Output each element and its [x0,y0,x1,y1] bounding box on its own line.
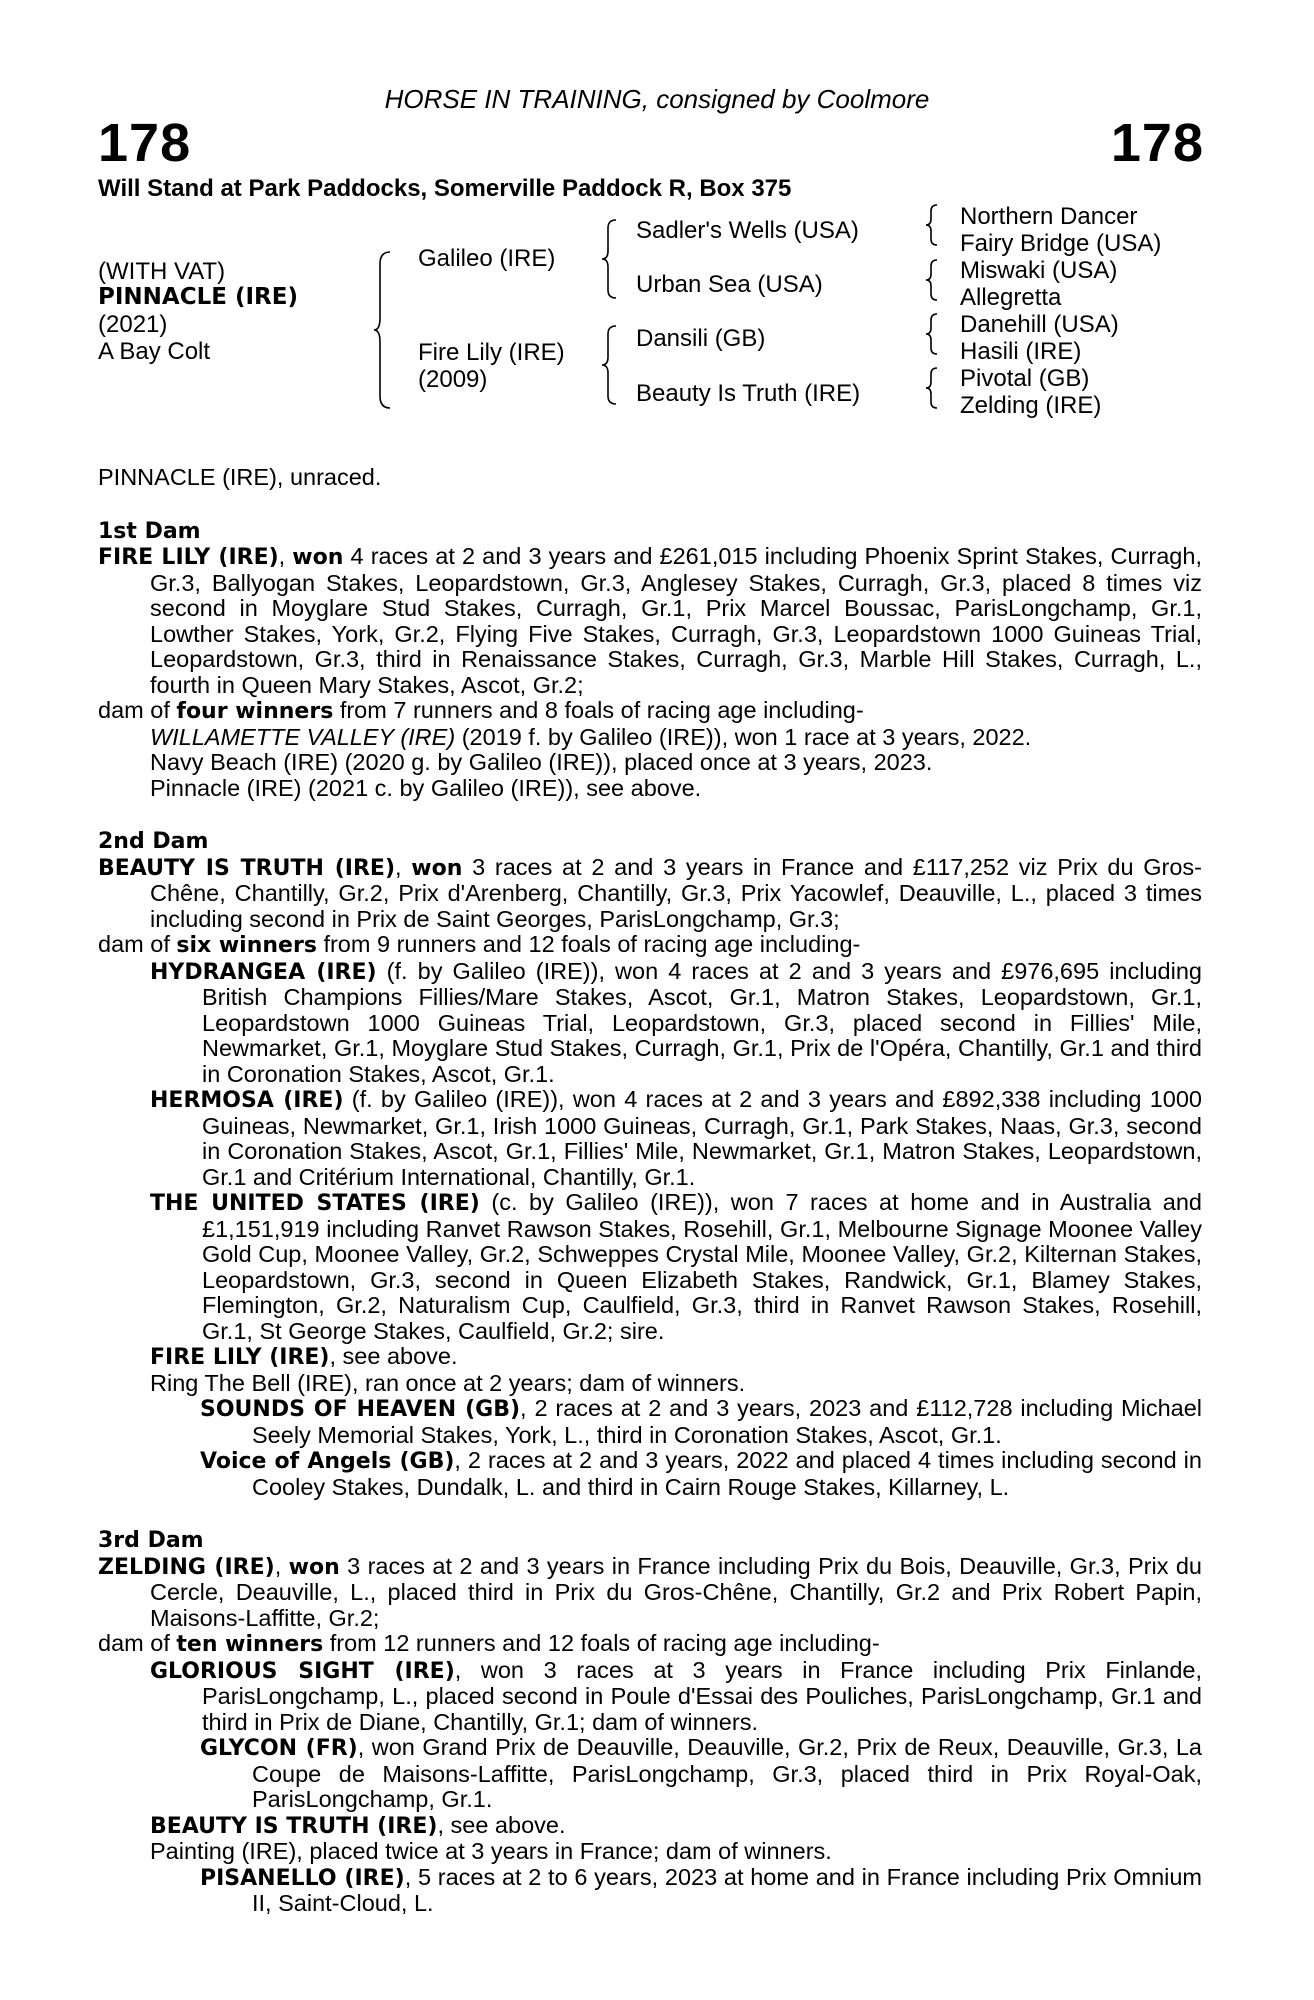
produce-name: GLORIOUS SIGHT (IRE) [150,1658,455,1684]
produce-name: HYDRANGEA (IRE) [150,959,377,985]
produce-name: FIRE LILY (IRE) [150,1345,330,1370]
produce-item [98,1087,1202,1190]
great-granddam-4: Zelding (IRE) [960,392,1102,419]
vat-label: (WITH VAT) [98,258,226,285]
horse-name: PINNACLE (IRE) [98,284,298,310]
dam-name: Fire Lily (IRE) [418,339,565,366]
produce-item [98,959,1202,1088]
winners-count: six winners [176,933,317,958]
great-granddam-2: Allegretta [960,284,1062,311]
produce-item [98,725,1202,751]
produce-text: , 2 races at 2 and 3 years, 2023 and £112,728 including Michael Seely Memorial Stakes, York, L., third in Coronation Stakes, Ascot, Gr.1. [252,1395,1202,1448]
produce-item: Pinnacle (IRE) (2021 c. by Galileo (IRE)), see above. [150,774,702,801]
grand-produce-item [98,1735,1202,1813]
pedigree-brace-main [372,250,396,410]
catalogue-header: HORSE IN TRAINING, consigned by Coolmore [384,84,930,114]
brace-g2 [924,258,940,302]
produce-name: BEAUTY IS TRUTH (IRE) [150,1813,438,1839]
third-dam-text: 3 races at 2 and 3 years in France including Prix du Bois, Deauville, Gr.3, Prix du Cercle, Deauville, L., placed third in Prix du Gros-Chêne, Chantilly, Gr.2 and Prix Robert Papin, Maisons-Laffitte, Gr.2; [150,1552,1203,1631]
produce-text: , 2 races at 2 and 3 years, 2022 and placed 4 times including second in Cooley Stakes, Dundalk, L. and third in Cairn Rouge Stakes, Killarney, L. [252,1447,1202,1500]
produce-name: Voice of Angels (GB) [200,1449,455,1474]
brace-g1 [924,203,940,247]
produce-item [98,1813,1202,1840]
winners-count: ten winners [176,1632,324,1657]
dam-sire: Dansili (GB) [636,325,766,352]
first-dam-name: FIRE LILY (IRE) [98,545,279,570]
produce-text: , won 3 races at 3 years in France including Prix Finlande, ParisLongchamp, L., placed second in Poule d'Essai des Pouliches, ParisLongchamp, Gr.1 and third in Prix de Diane, Chantilly, Gr.1; dam of winners. [202,1656,1202,1735]
horse-year: (2021) [98,311,168,338]
produce-item: Ring The Bell (IRE), ran once at 2 years; dam of winners. [150,1369,746,1396]
dam-year: (2009) [418,366,488,393]
third-dam-record: ZELDING (IRE), won 3 races at 2 and 3 years in France including Prix du Bois, Deauville, Gr.3, Prix du Cercle, Deauville, L., placed third in Prix du Gros-Chêne, Chantilly, Gr.2 and Prix Robert Papin, Maisons-Laffitte, Gr.2; [98,1552,1203,1631]
first-dam-record: FIRE LILY (IRE), won 4 races at 2 and 3 years and £261,015 including Phoenix Sprint Stakes, Curragh, Gr.3, Ballyogan Stakes, Leopardstown, Gr.3, Anglesey Stakes, Curragh, Gr.3, placed 8 times viz second in Moyglare Stud Stakes, Curragh, Gr.1, Prix Marcel Boussac, ParisLongchamp, Gr.1, Lowther Stakes, York, Gr.2, Flying Five Stakes, Curragh, Gr.3, Leopardstown 1000 Guineas Trial, Leopardstown, Gr.3, third in Renaissance Stakes, Curragh, Gr.3, Marble Hill Stakes, Curragh, L., fourth in Queen Mary Stakes, Ascot, Gr.2; [98,543,1202,698]
third-dam-heading: 3rd Dam [98,1528,204,1553]
produce-name: SOUNDS OF HEAVEN (GB) [200,1397,521,1422]
third-dam-name: ZELDING (IRE) [98,1554,275,1580]
sire-name: Galileo (IRE) [418,245,556,272]
great-granddam-3: Hasili (IRE) [960,338,1082,365]
second-dam-produce-summary [98,932,1202,959]
produce-item: Navy Beach (IRE) (2020 g. by Galileo (IRE)), placed once at 3 years, 2023. [150,749,933,775]
winners-count: four winners [176,699,334,724]
produce-text: , see above. [437,1811,566,1838]
first-dam-heading: 1st Dam [98,518,201,544]
great-grandsire-3: Danehill (USA) [960,311,1119,338]
grand-produce-item [98,1448,1202,1500]
dam-of-label: dam of [98,931,170,957]
first-dam-produce-summary [98,698,1202,725]
dam-of-label: dam of [98,697,170,723]
runners-summary: from 7 runners and 8 foals of racing age including- [339,697,864,723]
produce-name: PISANELLO (IRE) [200,1865,405,1891]
produce-name: GLYCON (FR) [200,1736,358,1761]
stand-location: Will Stand at Park Paddocks, Somerville Paddock R, Box 375 [98,175,792,202]
produce-text: (f. by Galileo (IRE)), won 4 races at 2 and 3 years and £976,695 including British Champions Fillies/Mare Stakes, Ascot, Gr.1, Matron Stakes, Leopardstown, Gr.1, Leopardstown 1000 Guineas Trial, Leopardstown, Gr.3, placed second in Fillies' Mile, Newmarket, Gr.1, Moyglare Stud Stakes, Curragh, Gr.1, Prix de l'Opéra, Chantilly, Gr.1 and third in Coronation Stakes, Ascot, Gr.1. [202,957,1202,1087]
great-granddam-1: Fairy Bridge (USA) [960,230,1162,257]
sire-dam: Urban Sea (USA) [636,271,823,298]
second-dam-name: BEAUTY IS TRUTH (IRE) [98,855,396,881]
runners-summary: from 9 runners and 12 foals of racing age including- [323,931,861,957]
third-dam-won: won [288,1554,340,1580]
produce-name: HERMOSA (IRE) [150,1088,344,1113]
dam-dam: Beauty Is Truth (IRE) [636,380,861,407]
second-dam-text: 3 races at 2 and 3 years in France and £117,252 viz Prix du Gros-Chêne, Chantilly, Gr.2, Prix d'Arenberg, Chantilly, Gr.3, Prix Yacowlef, Deauville, L., placed 3 times including second in Prix de Saint Georges, ParisLongchamp, Gr.3; [150,853,1203,932]
produce-item: Painting (IRE), placed twice at 3 years in France; dam of winners. [150,1838,832,1864]
lot-number-left: 178 [98,113,192,173]
sire-sire: Sadler's Wells (USA) [636,217,859,244]
grand-produce-item [98,1396,1202,1448]
first-dam-text: 4 races at 2 and 3 years and £261,015 including Phoenix Sprint Stakes, Curragh, Gr.3, Ballyogan Stakes, Leopardstown, Gr.3, Anglesey Stakes, Curragh, Gr.3, placed 8 times viz second in Moyglare Stud Stakes, Curragh, Gr.1, Prix Marcel Boussac, ParisLongchamp, Gr.1, Lowther Stakes, York, Gr.2, Flying Five Stakes, Curragh, Gr.3, Leopardstown 1000 Guineas Trial, Leopardstown, Gr.3, third in Renaissance Stakes, Curragh, Gr.3, Marble Hill Stakes, Curragh, L., fourth in Queen Mary Stakes, Ascot, Gr.2; [150,543,1202,698]
dam-of-label: dam of [98,1630,170,1656]
horse-description: A Bay Colt [98,338,211,365]
produce-text: , see above. [329,1343,458,1369]
sire-brace [600,218,620,300]
brace-g4 [924,366,940,410]
great-grandsire-1: Northern Dancer [960,203,1138,230]
produce-text: , won Grand Prix de Deauville, Deauville, Gr.2, Prix de Reux, Deauville, Gr.3, La Coupe de Maisons-Laffitte, ParisLongchamp, Gr.3, placed third in Prix Royal-Oak, ParisLongchamp, Gr.1. [252,1734,1202,1812]
great-grandsire-2: Miswaki (USA) [960,257,1118,284]
produce-name: THE UNITED STATES (IRE) [150,1191,480,1216]
race-status: PINNACLE (IRE), unraced. [98,464,382,490]
produce-name: WILLAMETTE VALLEY (IRE) [150,723,456,750]
grand-produce-item [98,1865,1202,1917]
first-dam-won: won [292,545,344,570]
produce-text: (2019 f. by Galileo (IRE)), won 1 race at 3 years, 2022. [461,723,1032,750]
produce-item [98,1658,1202,1736]
catalogue-body [98,465,1202,1917]
produce-item [98,1190,1202,1344]
produce-item [98,1344,1202,1371]
brace-g3 [924,312,940,356]
produce-text: , 5 races at 2 to 6 years, 2023 at home and in France including Prix Omnium II, Saint-Cloud, L. [252,1863,1203,1916]
dam-brace [600,324,620,406]
great-grandsire-4: Pivotal (GB) [960,365,1090,392]
produce-text: (c. by Galileo (IRE)), won 7 races at home and in Australia and £1,151,919 including Ranvet Rawson Stakes, Rosehill, Gr.1, Melbourne Signage Moonee Valley Gold Cup, Moonee Valley, Gr.2, Schweppes Crystal Mile, Moonee Valley, Gr.2, Kilternan Stakes, Leopardstown, Gr.3, second in Queen Elizabeth Stakes, Randwick, Gr.1, Blamey Stakes, Flemington, Gr.2, Naturalism Cup, Caulfield, Gr.3, third in Ranvet Rawson Stakes, Rosehill, Gr.1, St George Stakes, Caulfield, Gr.2; sire. [202,1189,1202,1344]
third-dam-produce-summary [98,1631,1202,1658]
second-dam-heading: 2nd Dam [98,829,209,854]
second-dam-won: won [411,855,463,881]
lot-number-right: 178 [1110,113,1204,173]
produce-text: (f. by Galileo (IRE)), won 4 races at 2 and 3 years and £892,338 including 1000 Guineas, Newmarket, Gr.1, Irish 1000 Guineas, Curragh, Gr.1, Park Stakes, Naas, Gr.3, second in Coronation Stakes, Ascot, Gr.1, Fillies' Mile, Newmarket, Gr.1, Matron Stakes, Leopardstown, Gr.1 and Critérium International, Chantilly, Gr.1. [202,1086,1202,1190]
second-dam-record: BEAUTY IS TRUTH (IRE), won 3 races at 2 and 3 years in France and £117,252 viz Prix du Gros-Chêne, Chantilly, Gr.2, Prix d'Arenberg, Chantilly, Gr.3, Prix Yacowlef, Deauville, L., placed 3 times including second in Prix de Saint Georges, ParisLongchamp, Gr.3; [98,853,1203,932]
runners-summary: from 12 runners and 12 foals of racing age including- [329,1630,880,1656]
